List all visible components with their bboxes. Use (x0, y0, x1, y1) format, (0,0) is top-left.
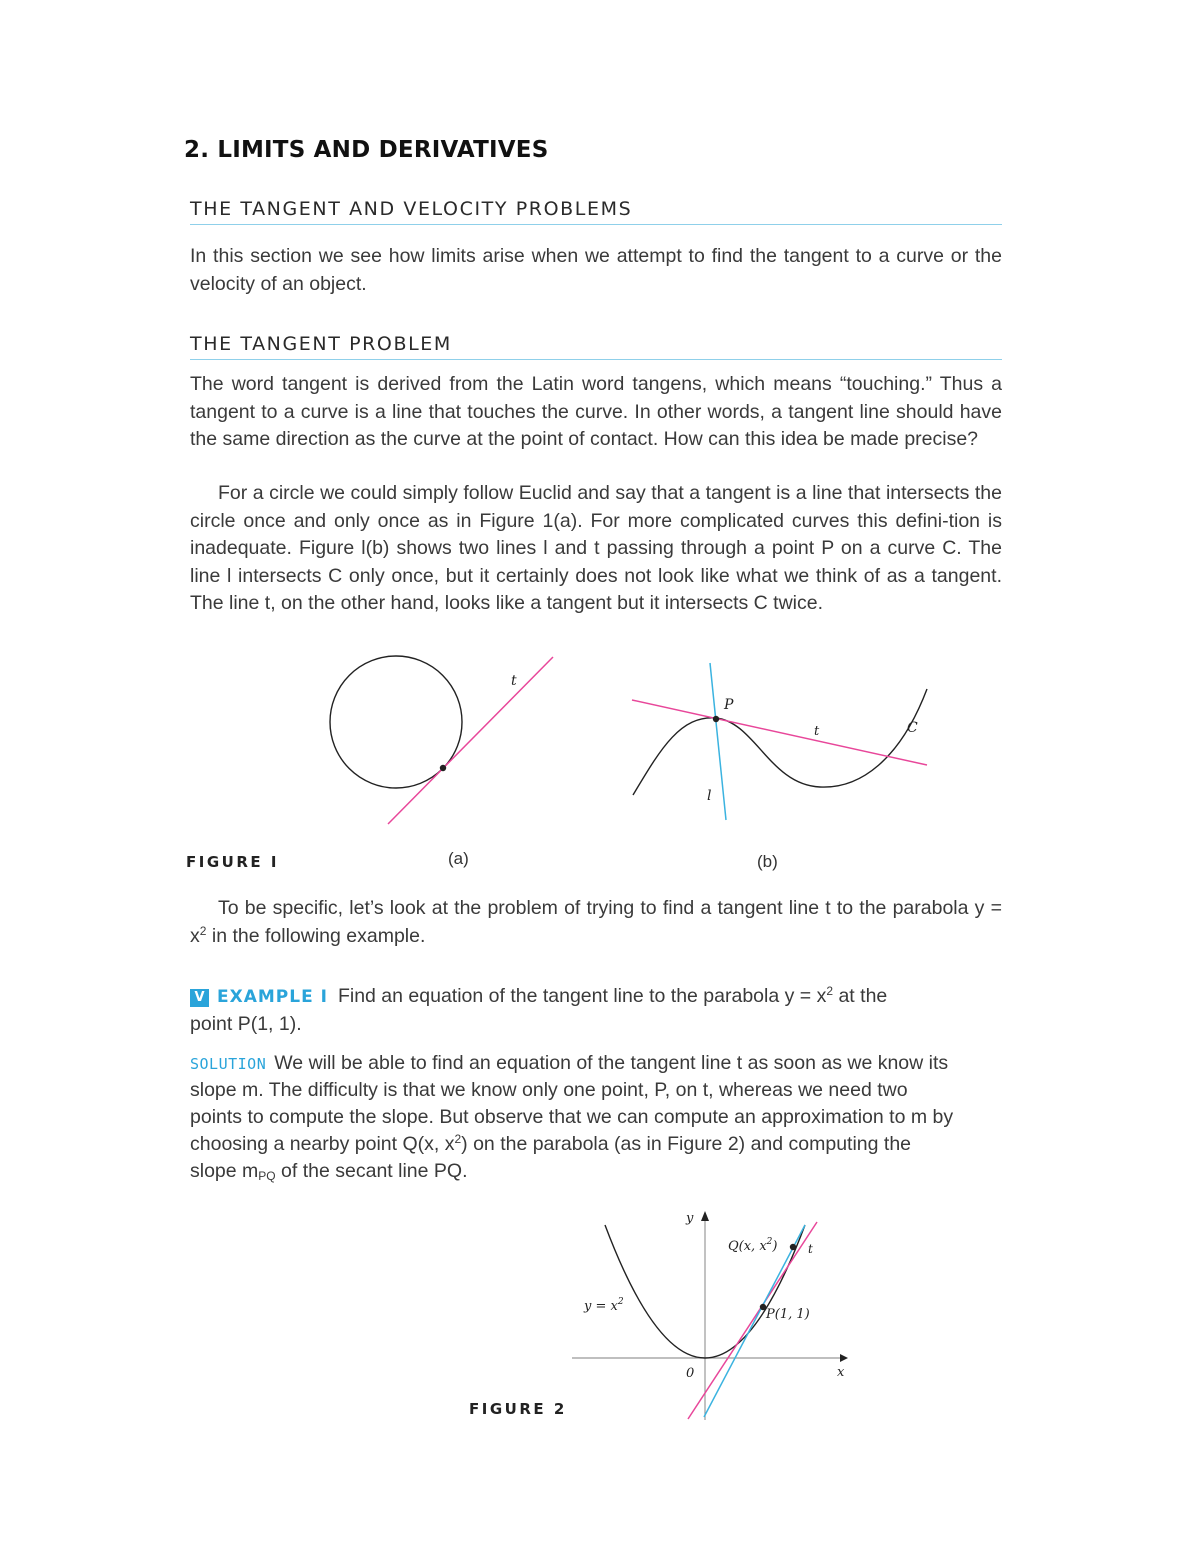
solution-line-4-exp: 2 (454, 1132, 462, 1146)
tangent-paragraph-1: The word tangent is derived from the Latin word tangens, which means “touching.” Thus a tangent to a curve is a line that touches the curve. In other words, a tangent line should have the same direction as the curve at the point of contact. How can this idea be made precise? (190, 373, 1002, 450)
figure-1b-t-label: t (814, 724, 820, 739)
solution-line-4-a: choosing a nearby point Q(x, x (190, 1133, 455, 1155)
example-exponent: 2 (826, 984, 834, 998)
example-1-line-1 (190, 983, 887, 1012)
p-label: P(1, 1) (766, 1307, 810, 1322)
specific-paragraph-lead: To be specific, let’s look at the problem of trying to find a tangent line t to the parabola (218, 897, 969, 919)
solution-line-5 (190, 1158, 467, 1186)
solution-line-2: slope m. The difficulty is that we know only one point, P, on t, whereas we need two (190, 1079, 908, 1101)
solution-line-1 (190, 1050, 948, 1079)
point-p (713, 716, 719, 722)
curve-c (633, 689, 927, 795)
circle-tangent-point (440, 765, 446, 771)
solution-line-4 (190, 1131, 911, 1159)
figure-1b-p-label: P (724, 697, 734, 713)
parabola-exponent: 2 (199, 923, 207, 938)
figure-1b-caption: (b) (757, 852, 778, 871)
origin-label: 0 (686, 1366, 695, 1381)
circle-tangent-line (388, 657, 553, 824)
section-heading-tangent-problem: THE TANGENT PROBLEM (190, 333, 1002, 360)
figure-1-graphic (300, 640, 960, 840)
x-axis-label: x (837, 1365, 845, 1380)
example-text-a: Find an equation of the tangent line to the parabola y = x (337, 985, 827, 1007)
example-text-b: at the (833, 985, 888, 1007)
example-label: EXAMPLE I (217, 987, 328, 1007)
figure-2-graphic (560, 1205, 860, 1425)
parabola-label: $y = x^2$ (584, 1297, 624, 1314)
section-heading-tangent-velocity: THE TANGENT AND VELOCITY PROBLEMS (190, 198, 1002, 225)
figure-1a-caption: (a) (448, 849, 469, 868)
example-badge: V (190, 989, 209, 1007)
line-l (710, 663, 726, 820)
chapter-title: 2. LIMITS AND DERIVATIVES (184, 137, 549, 163)
section-intro-paragraph: In this section we see how limits arise when we attempt to find the tangent to a curve or the velocity of an object. (190, 245, 1002, 295)
figure-1b-l-label: l (707, 788, 712, 804)
solution-line-1-text: We will be able to find an equation of the tangent line t as soon as we know its (274, 1052, 949, 1074)
solution-line-4-b: ) on the parabola (as in Figure 2) and computing the (461, 1133, 912, 1155)
solution-line-3: points to compute the slope. But observe that we can compute an approximation to m by (190, 1106, 954, 1128)
q-label: Q(x, $x^2$) (728, 1237, 778, 1254)
t-label: t (808, 1242, 813, 1256)
x-axis-arrow (840, 1354, 848, 1362)
figure-1a-t-label: t (511, 673, 517, 689)
figure-2-label: FIGURE 2 (469, 1400, 567, 1418)
solution-line-5-sub: PQ (258, 1169, 276, 1183)
figure-1b-c-label: C (907, 720, 918, 736)
solution-label: SOLUTION (190, 1055, 267, 1073)
y-axis-arrow (701, 1211, 709, 1221)
specific-paragraph-tail: in the following example. (206, 924, 426, 947)
figure-1-label: FIGURE I (186, 853, 279, 871)
point-q (790, 1244, 796, 1250)
example-1-line-2: point P(1, 1). (190, 1013, 302, 1035)
y-axis-label: y (686, 1211, 694, 1226)
solution-line-5-b: of the secant line PQ. (275, 1160, 468, 1182)
parabola-equation: y = x (190, 897, 1002, 947)
specific-paragraph (190, 895, 1002, 950)
solution-line-5-a: slope m (190, 1160, 259, 1182)
tangent-paragraph-2: For a circle we could simply follow Euclid and say that a tangent is a line that intersects the circle once and only once as in Figure 1(a). For more complicated curves this defini-tion is inadequate. Figure l(b) shows two lines l and t passing through a point P on a curve C. The line l intersects C only once, but it certainly does not look like what we think of as a tangent. The line t, on the other hand, looks like a tangent but it intersects C twice. (190, 482, 1002, 614)
